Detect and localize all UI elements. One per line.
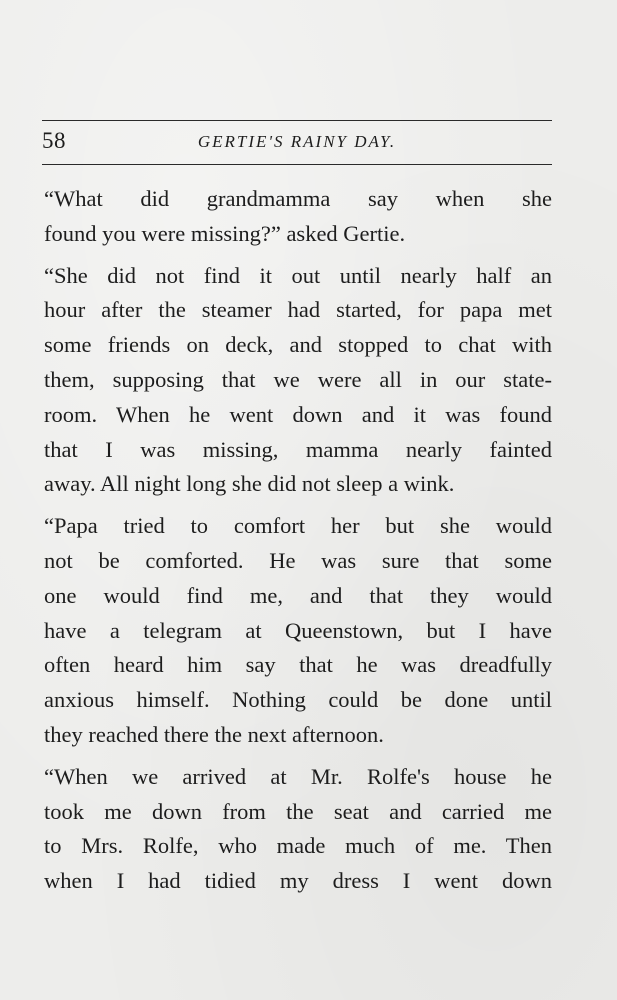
page-number: 58 [42,128,66,153]
header-bottom-rule [42,164,552,165]
text-line: they reached there the next afternoon. [44,721,384,747]
paragraph [44,259,552,503]
text-line: away. All night long she did not sleep a wink. [44,471,455,497]
text-line: found you were missing?” asked Gertie. [44,220,406,246]
text-line: some friends on deck, and stopped to chat with [44,332,552,358]
text-line: hour after the steamer had started, for papa met [44,297,552,323]
text-line: “What did grandmamma say when she [44,186,552,211]
text-line: “Papa tried to comfort her but she would [44,513,552,539]
text-line: one would find me, and that they would [44,582,552,608]
text-line: “When we arrived at Mr. Rolfe's house he [44,763,552,789]
paragraph [44,509,552,753]
header-top-rule [42,120,552,121]
text-line: took me down from the seat and carried me [44,798,552,824]
text-line: have a telegram at Queenstown, but I have [44,617,552,643]
text-line: not be comforted. He was sure that some [44,547,552,573]
text-line: to Mrs. Rolfe, who made much of me. Then [44,833,552,859]
text-line: when I had tidied my dress I went down [44,868,552,894]
text-line: “She did not find it out until nearly half an [44,262,552,288]
text-line: them, supposing that we were all in our state- [44,366,552,392]
paragraph [44,760,552,899]
body-text [44,182,552,899]
page-header [42,128,552,158]
text-line: room. When he went down and it was found [44,401,552,427]
text-line: often heard him say that he was dreadfully [44,652,552,678]
text-line: anxious himself. Nothing could be done until [44,687,552,713]
running-title: GERTIE'S RAINY DAY. [197,132,397,151]
paragraph [44,182,552,252]
text-line: that I was missing, mamma nearly fainted [44,436,552,462]
